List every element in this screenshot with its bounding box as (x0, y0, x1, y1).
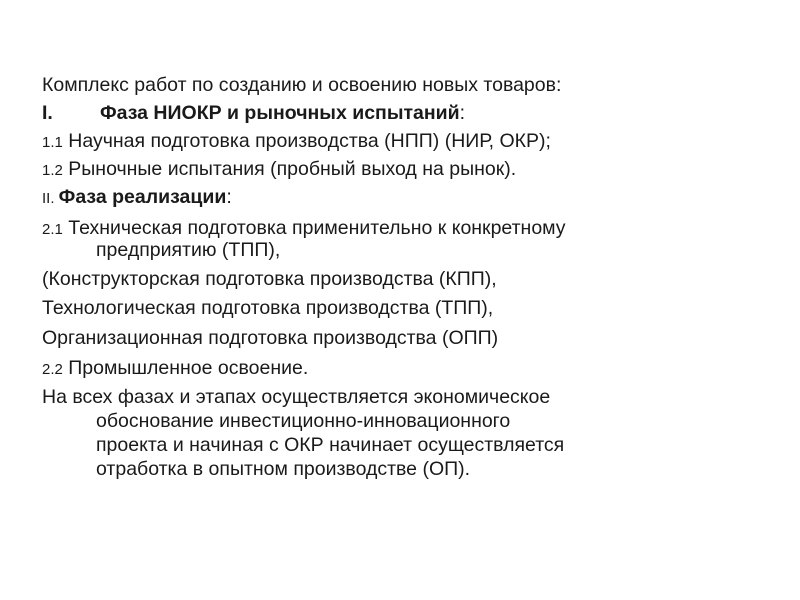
item-1-2-text: Рыночные испытания (пробный выход на рынок). (62, 158, 517, 180)
item-2-2 (42, 356, 308, 382)
item-2-1-text-line-1: Техническая подготовка применительно к конкретному (62, 217, 566, 239)
intro-text: Комплекс работ по созданию и освоению новых товаров: (42, 74, 562, 96)
item-2-1-text-line-2: предприятию (ТПП), (96, 239, 281, 261)
phase-2-colon: : (226, 186, 232, 208)
phase-2-heading (42, 185, 232, 211)
item-2-1-number: 2.1 (42, 221, 63, 238)
tpp-line: Технологическая подготовка производства (ТПП), (42, 297, 494, 319)
phase-1-heading (42, 101, 465, 125)
kpp-line: (Конструкторская подготовка производства (КПП), (42, 268, 497, 290)
conclusion-line-2: обоснование инвестиционно-инновационного (96, 410, 511, 432)
phase-1-title: Фаза НИОКР и рыночных испытаний (100, 102, 460, 124)
item-1-2-number: 1.2 (42, 162, 63, 179)
conclusion-line-1: На всех фазах и этапах осуществляется экономическое (42, 386, 551, 408)
phase-1-numeral: I. (42, 102, 53, 124)
phase-1-colon: : (459, 102, 466, 124)
item-1-1-number: 1.1 (42, 134, 63, 151)
phase-2-numeral: II. (42, 190, 59, 207)
item-1-1 (42, 129, 551, 155)
conclusion-line-3: проекта и начиная с ОКР начинает осуществляется (96, 434, 565, 456)
conclusion-line-4: отработка в опытном производстве (ОП). (96, 458, 471, 480)
item-2-2-text: Промышленное освоение. (62, 357, 309, 379)
item-1-1-text: Научная подготовка производства (НПП) (НИР, ОКР); (62, 130, 551, 152)
opp-line: Организационная подготовка производства (ОПП) (42, 327, 499, 349)
item-2-2-number: 2.2 (42, 361, 63, 378)
item-1-2 (42, 157, 516, 183)
phase-2-title: Фаза реализации (58, 186, 227, 208)
